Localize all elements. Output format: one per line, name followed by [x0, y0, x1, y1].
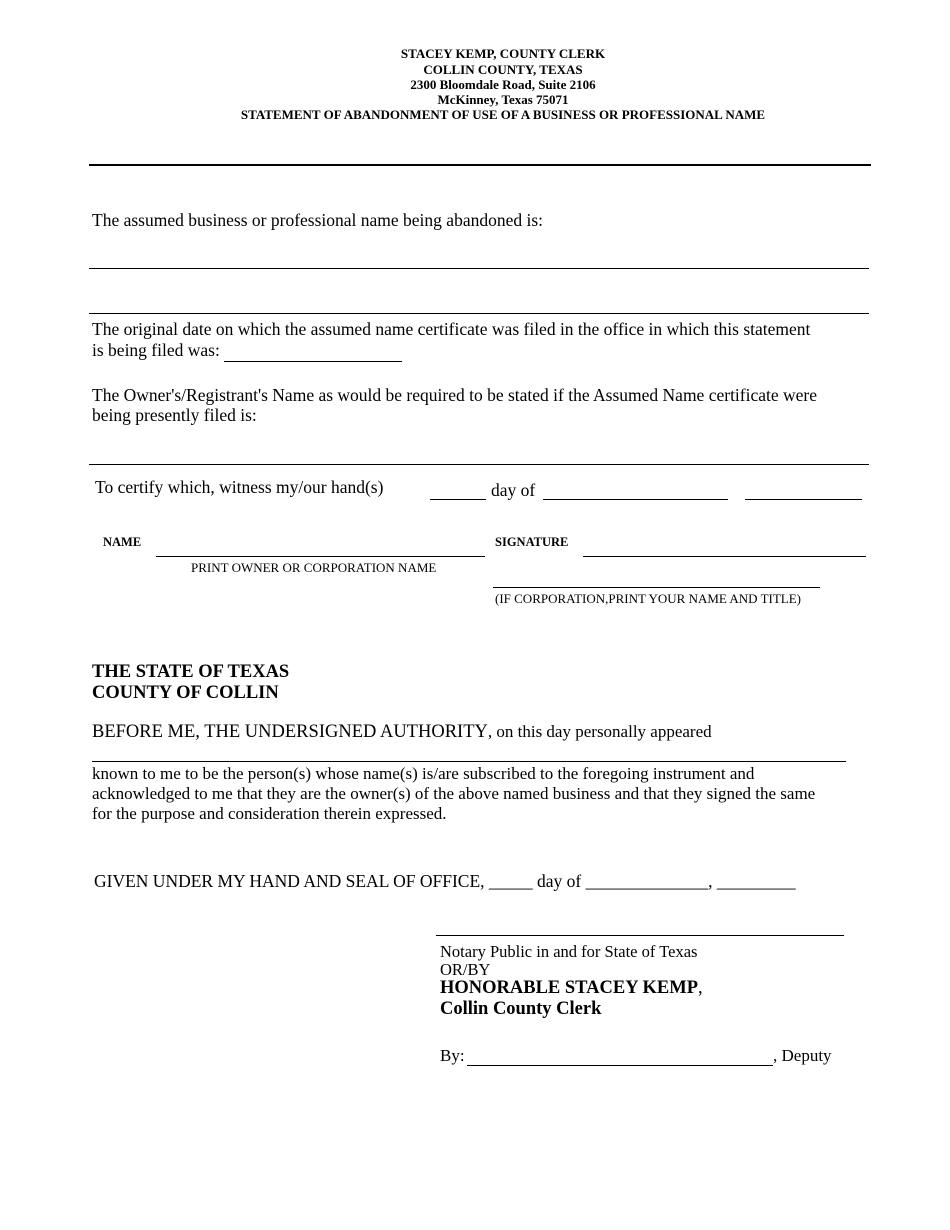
honorable-clerk-name [440, 978, 703, 999]
signature-field[interactable] [583, 556, 866, 557]
abandoned-name-prompt: The assumed business or professional name being abandoned is: [92, 210, 544, 230]
by-label: By: [440, 1046, 465, 1065]
owner-name-prompt-line1: The Owner's/Registrant's Name as would be required to be stated if the Assumed Name certificate were [92, 385, 818, 405]
before-me-rest: , on this day personally appeared [487, 722, 712, 741]
notary-signature-field[interactable] [436, 935, 844, 936]
print-name-caption: PRINT OWNER OR CORPORATION NAME [191, 560, 437, 575]
deputy-label: , Deputy [773, 1046, 832, 1065]
honorable-name: HONORABLE STACEY KEMP [440, 978, 698, 998]
or-by-caption: OR/BY [440, 960, 491, 979]
county-clerk-title: Collin County Clerk [440, 999, 602, 1019]
acknowledgment-line2: acknowledged to me that they are the owner(s) of the above named business and that they signed the same [92, 784, 816, 803]
header-clerk-name: STACEY KEMP, COUNTY CLERK [400, 46, 606, 61]
abandoned-name-line-2[interactable] [89, 313, 869, 314]
acknowledgment-line1: known to me to be the person(s) whose name(s) is/are subscribed to the foregoing instrument and [92, 764, 755, 783]
certify-month-field[interactable] [543, 499, 728, 500]
header-county: COLLIN COUNTY, TEXAS [423, 62, 583, 77]
before-me-caps: BEFORE ME, THE UNDERSIGNED AUTHORITY [92, 722, 488, 742]
original-date-prompt-line1: The original date on which the assumed name certificate was filed in the office in which this statement [92, 319, 811, 339]
header-city: McKinney, Texas 75071 [437, 92, 569, 107]
abandoned-name-line-1[interactable] [89, 268, 869, 269]
certify-text: To certify which, witness my/our hand(s) [95, 477, 384, 497]
header-street: 2300 Bloomdale Road, Suite 2106 [410, 77, 596, 92]
owner-name-line[interactable] [89, 464, 869, 465]
before-me-statement [92, 721, 712, 743]
name-label: NAME [103, 535, 142, 549]
county-of-collin-heading: COUNTY OF COLLIN [92, 683, 279, 703]
original-date-field[interactable] [224, 361, 402, 362]
acknowledgment-line3: for the purpose and consideration therein expressed. [92, 804, 447, 823]
corporation-title-field[interactable] [493, 587, 820, 588]
header-divider [89, 164, 871, 166]
owner-name-prompt-line2: being presently filed is: [92, 405, 257, 425]
certify-year-field[interactable] [745, 499, 862, 500]
certify-day-of-label: day of [491, 480, 536, 500]
certify-day-field[interactable] [430, 499, 486, 500]
original-date-prompt-line2: is being filed was: [92, 340, 220, 360]
signature-label: SIGNATURE [495, 535, 569, 549]
corporation-caption: (IF CORPORATION,PRINT YOUR NAME AND TITLE) [495, 591, 801, 606]
notary-public-caption: Notary Public in and for State of Texas [440, 942, 698, 961]
deputy-signature-field[interactable] [467, 1065, 773, 1066]
appeared-person-field[interactable] [92, 761, 846, 762]
given-under-hand-statement: GIVEN UNDER MY HAND AND SEAL OF OFFICE, _____ day of ______________, _________ [94, 871, 796, 891]
state-of-texas-heading: THE STATE OF TEXAS [92, 662, 290, 682]
honorable-comma: , [698, 978, 703, 998]
owner-name-field[interactable] [156, 556, 485, 557]
document-title: STATEMENT OF ABANDONMENT OF USE OF A BUSINESS OR PROFESSIONAL NAME [240, 107, 766, 122]
